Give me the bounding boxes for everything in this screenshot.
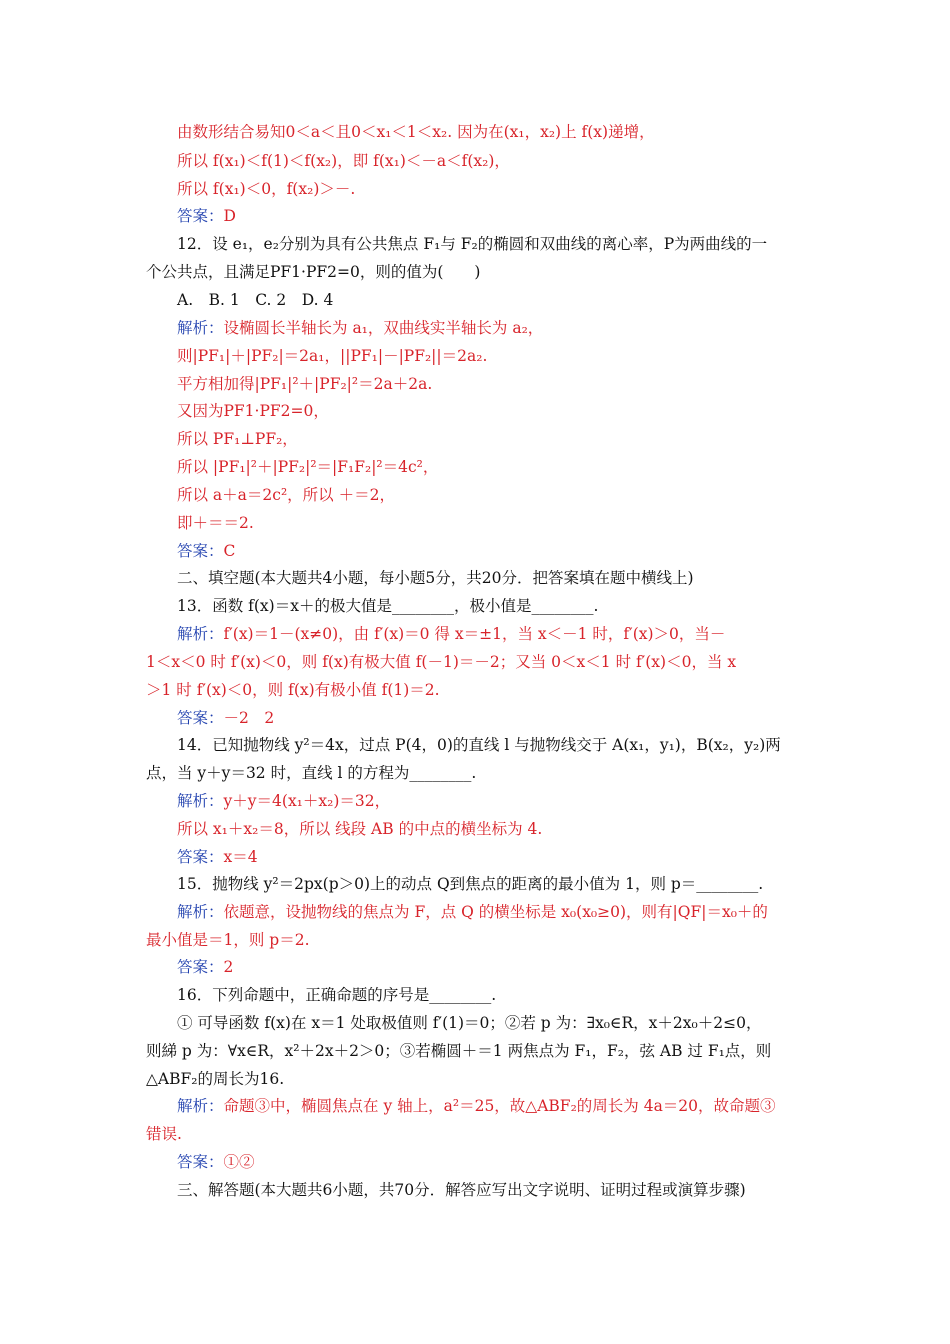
solution-label: 解析： — [177, 625, 224, 643]
solution-text: 命题③中，椭圆焦点在 y 轴上，a²＝25，故△ABF₂的周长为 4a＝20，故命题③ — [223, 1097, 776, 1115]
solution-text: y＋y＝4(x₁＋x₂)＝32， — [223, 792, 391, 810]
answer-value: －2 2 — [223, 709, 275, 727]
solution-label: 解析： — [177, 903, 224, 921]
text-line-l19 — [177, 624, 725, 644]
text-line-l26 — [177, 819, 542, 839]
solution-text: 所以 x₁＋x₂＝8，所以 线段 AB 的中点的横坐标为 4. — [177, 820, 543, 838]
text-line-l23 — [177, 735, 781, 755]
text-line-l32 — [177, 985, 496, 1005]
text-line-l30 — [146, 930, 310, 950]
text-line-l31 — [177, 957, 233, 977]
question-text: 点，当 y＋y＝32 时，直线 l 的方程为________. — [146, 764, 477, 782]
solution-text: f′(x)＝1－(x≠0)，由 f′(x)＝0 得 x＝±1，当 x＜－1 时，f′(x)＞0，当－ — [223, 625, 726, 643]
question-text: 15．抛物线 y²＝2px(p＞0)上的动点 Q到焦点的距离的最小值为 1，则 p＝________. — [177, 875, 764, 893]
question-text: ① 可导函数 f(x)在 x＝1 处取极值则 f′(1)＝0；②若 p 为：∃x₀∈R，x＋2x₀＋2≤0， — [177, 1014, 762, 1032]
solution-text: 所以 |PF₁|²＋|PF₂|²＝|F₁F₂|²＝4c²， — [177, 458, 439, 476]
question-text: 14．已知抛物线 y²＝4x，过点 P(4，0)的直线 l 与抛物线交于 A(x₁，y₁)，B(x₂，y₂)两 — [177, 736, 781, 754]
answer-value: ①② — [223, 1153, 255, 1171]
question-text: △ABF₂的周长为16. — [146, 1070, 285, 1088]
text-line-l13 — [177, 457, 438, 477]
question-text: 二、填空题(本大题共4小题，每小题5分，共20分．把答案填在题中横线上) — [177, 569, 694, 587]
answer-value: 2 — [223, 958, 234, 976]
question-text: A. B. 1 C. 2 D. 4 — [177, 291, 334, 309]
solution-text: 1＜x＜0 时 f′(x)＜0，则 f(x)有极大值 f(－1)＝－2；又当 0＜x＜1 时 f′(x)＜0，当 x — [146, 653, 737, 671]
text-line-l34 — [146, 1041, 771, 1061]
text-line-l24 — [146, 763, 476, 783]
solution-text: 即＋＝＝2. — [177, 514, 254, 532]
question-text: 则綈 p 为：∀x∈R，x²＋2x＋2＞0；③若椭圆＋＝1 两焦点为 F₁，F₂，弦 AB 过 F₁点，则 — [146, 1042, 772, 1060]
question-text: 三、解答题(本大题共6小题，共70分．解答应写出文字说明、证明过程或演算步骤) — [177, 1181, 746, 1199]
solution-text: 所以 f(x₁)＜0，f(x₂)＞－. — [177, 180, 356, 198]
text-line-l25 — [177, 791, 390, 811]
solution-text: 依题意，设抛物线的焦点为 F，点 Q 的横坐标是 x₀(x₀≥0)，则有|QF|＝x₀＋的 — [223, 903, 768, 921]
text-line-l08 — [177, 318, 543, 338]
text-line-l21 — [146, 680, 440, 700]
answer-label: 答案： — [177, 848, 224, 866]
solution-label: 解析： — [177, 1097, 224, 1115]
answer-label: 答案： — [177, 958, 224, 976]
solution-text: ＞1 时 f′(x)＜0，则 f(x)有极小值 f(1)＝2. — [146, 681, 440, 699]
solution-text: 又因为PF1·PF2=0， — [177, 402, 329, 420]
text-line-l03 — [177, 179, 355, 199]
solution-text: 错误. — [146, 1125, 182, 1143]
text-line-l18 — [177, 596, 598, 616]
question-text: 12．设 e₁，e₂分别为具有公共焦点 F₁与 F₂的椭圆和双曲线的离心率，P为两曲线的一 — [177, 235, 768, 253]
text-line-l33 — [177, 1013, 761, 1033]
text-line-l36 — [177, 1096, 776, 1116]
solution-text: 所以 f(x₁)＜f(1)＜f(x₂)，即 f(x₁)＜－a＜f(x₂)， — [177, 152, 510, 170]
text-line-l28 — [177, 874, 763, 894]
text-line-l02 — [177, 151, 510, 171]
text-line-l05 — [177, 234, 767, 254]
text-line-l01 — [177, 122, 655, 142]
solution-text: 最小值是＝1，则 p＝2. — [146, 931, 310, 949]
solution-label: 解析： — [177, 319, 224, 337]
solution-text: 则|PF₁|＋|PF₂|＝2a₁，||PF₁|－|PF₂||＝2a₂. — [177, 347, 488, 365]
answer-value: C — [223, 542, 236, 560]
text-line-l35 — [146, 1069, 284, 1089]
text-line-l39 — [177, 1180, 746, 1200]
answer-label: 答案： — [177, 709, 224, 727]
text-line-l15 — [177, 513, 254, 533]
text-line-l37 — [146, 1124, 182, 1144]
answer-value: x＝4 — [223, 848, 258, 866]
text-line-l20 — [146, 652, 736, 672]
answer-label: 答案： — [177, 542, 224, 560]
solution-text: 由数形结合易知0＜a＜且0＜x₁＜1＜x₂. 因为在(x₁，x₂)上 f(x)递增， — [177, 123, 655, 141]
text-line-l38 — [177, 1152, 255, 1172]
solution-text: 所以 a＋a＝2c²，所以 ＋＝2， — [177, 486, 395, 504]
text-line-l29 — [177, 902, 768, 922]
text-line-l16 — [177, 541, 235, 561]
solution-text: 设椭圆长半轴长为 a₁，双曲线实半轴长为 a₂， — [223, 319, 544, 337]
question-text: 13．函数 f(x)＝x＋的极大值是________，极小值是________. — [177, 597, 599, 615]
answer-value: D — [223, 207, 236, 225]
text-line-l14 — [177, 485, 395, 505]
question-text: 16．下列命题中，正确命题的序号是________. — [177, 986, 497, 1004]
question-text: 个公共点，且满足PF1·PF2=0，则的值为( ) — [146, 263, 481, 281]
text-line-l17 — [177, 568, 694, 588]
text-line-l27 — [177, 847, 258, 867]
answer-label: 答案： — [177, 207, 224, 225]
text-line-l06 — [146, 262, 480, 282]
solution-text: 平方相加得|PF₁|²＋|PF₂|²＝2a＋2a. — [177, 375, 433, 393]
text-line-l10 — [177, 374, 432, 394]
solution-text: 所以 PF₁⊥PF₂， — [177, 430, 298, 448]
text-line-l12 — [177, 429, 298, 449]
text-line-l22 — [177, 708, 274, 728]
text-line-l11 — [177, 401, 329, 421]
text-line-l04 — [177, 206, 236, 226]
text-line-l07 — [177, 290, 333, 310]
solution-label: 解析： — [177, 792, 224, 810]
text-line-l09 — [177, 346, 487, 366]
answer-label: 答案： — [177, 1153, 224, 1171]
